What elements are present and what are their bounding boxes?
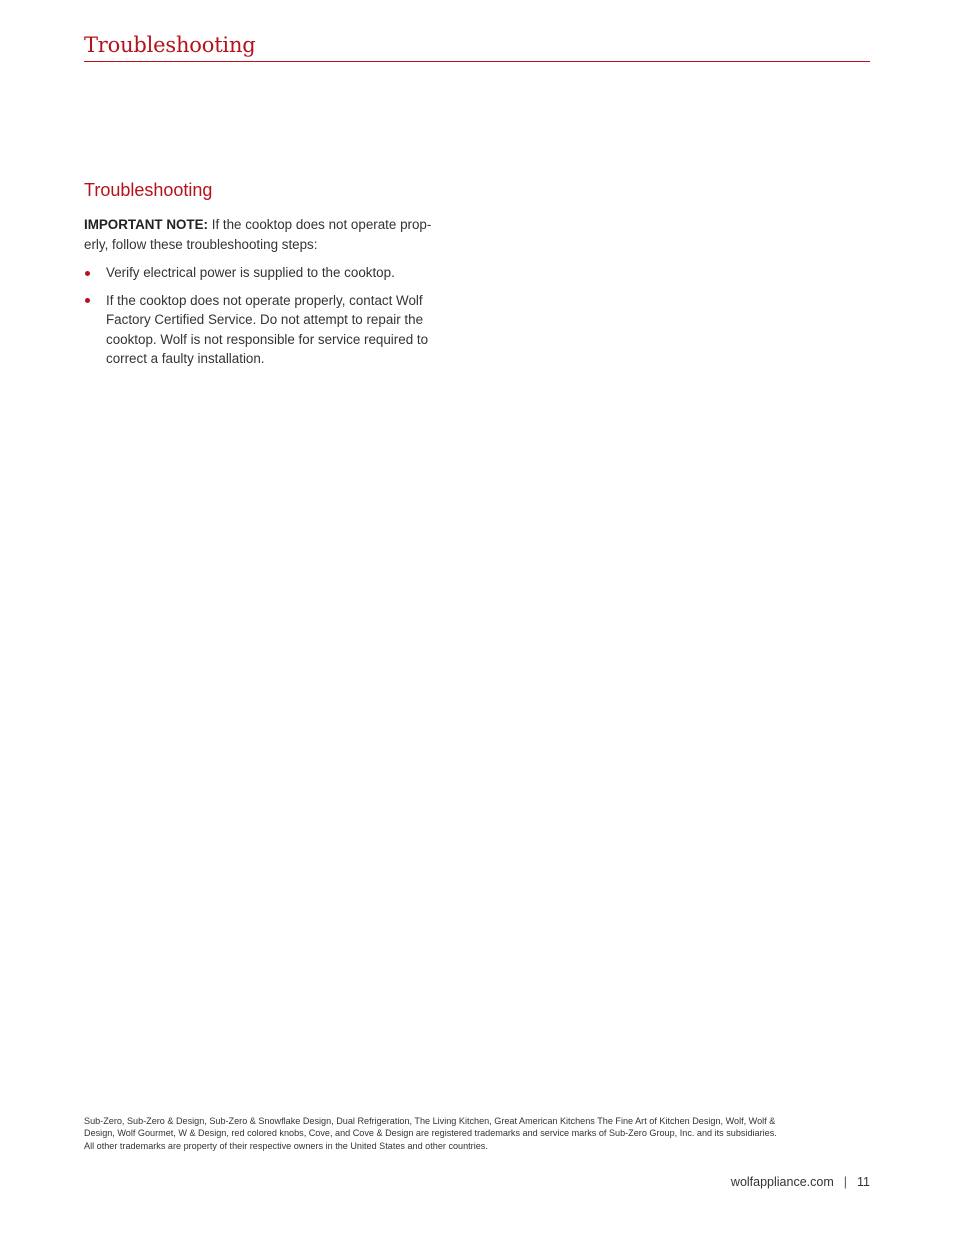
list-item-text-line-3: cooktop. Wolf is not responsible for service required to <box>106 331 429 347</box>
page-title: Troubleshooting <box>84 33 256 57</box>
page-number: 11 <box>857 1175 870 1189</box>
footer-website: wolfappliance.com <box>730 1175 834 1189</box>
list-item-text-line-4: correct a faulty installation. <box>106 351 265 366</box>
list-item-text-line-2: Factory Certified Service. Do not attempt to repair the <box>106 312 424 327</box>
footer-separator: | <box>843 1175 848 1189</box>
page-header <box>84 30 870 62</box>
page-footer <box>731 1174 870 1190</box>
bullet-icon <box>85 271 90 276</box>
list-item-text-line-1: If the cooktop does not operate properly, contact Wolf <box>106 292 423 308</box>
trademark-line-2: Design, Wolf Gourmet, W & Design, red colored knobs, Cove, and Cove & Design are registered trademarks and service marks of Sub-Zero Group, Inc. and its subsidiaries. <box>84 1128 777 1139</box>
important-note-text-line-2: erly, follow these troubleshooting steps: <box>84 237 318 252</box>
bullet-icon <box>85 298 90 303</box>
trademark-line-3: All other trademarks are property of their respective owners in the United States and other countries. <box>84 1140 488 1151</box>
list-item <box>84 263 464 283</box>
list-item <box>84 291 464 369</box>
list-item-text: Verify electrical power is supplied to the cooktop. <box>106 265 395 280</box>
troubleshooting-steps-list <box>84 263 464 369</box>
important-note-label: IMPORTANT NOTE: <box>84 217 208 232</box>
important-note <box>84 215 464 255</box>
trademark-line-1: Sub-Zero, Sub-Zero & Design, Sub-Zero & Snowflake Design, Dual Refrigeration, The Living Kitchen, Great American Kitchens The Fine Art of Kitchen Design, Wolf, Wolf & <box>84 1116 776 1126</box>
troubleshooting-section <box>84 178 464 377</box>
trademark-notice <box>84 1115 874 1152</box>
section-heading: Troubleshooting <box>84 180 213 200</box>
important-note-text-line-1: If the cooktop does not operate prop- <box>211 217 432 232</box>
